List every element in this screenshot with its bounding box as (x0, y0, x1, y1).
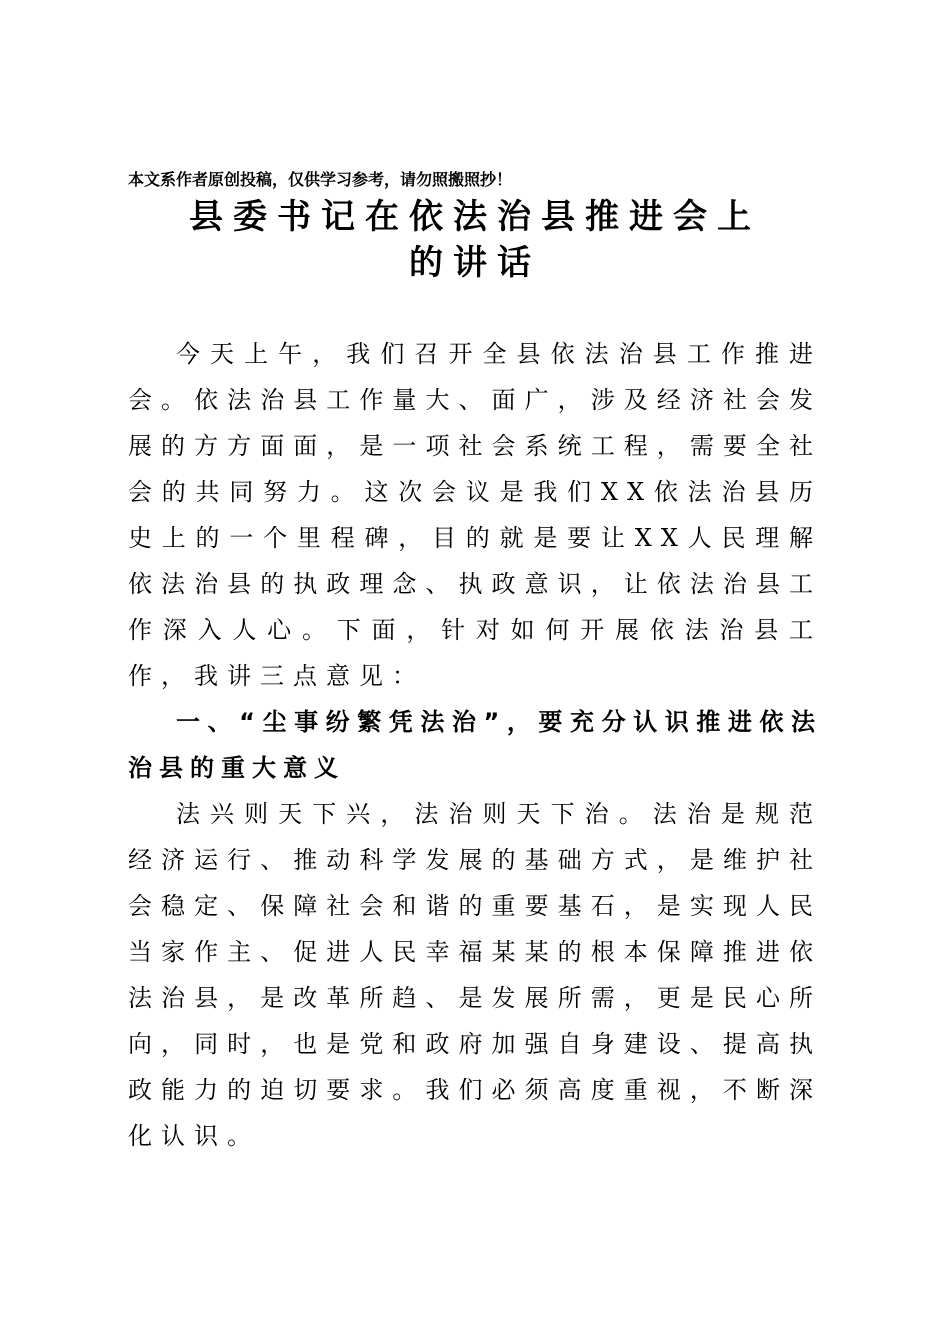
section-1-paragraph: 法兴则天下兴，法治则天下治。法治是规范经济运行、推动科学发展的基础方式，是维护社会稳定、保障社会和谐的重要基石，是实现人民当家作主、促进人民幸福某某的根本保障推进依法治县，是改革所趋、是发展所需，更是民心所向，同时，也是党和政府加强自身建设、提高执政能力的迫切要求。我们必须高度重视，不断深化认识。 (128, 800, 822, 1150)
title-line-1: 县委书记在依法治县推进会上 (189, 197, 761, 237)
title-line-2: 的讲话 (409, 243, 541, 283)
intro-paragraph: 今天上午，我们召开全县依法治县工作推进会。依法治县工作量大、面广，涉及经济社会发展的方方面面，是一项社会系统工程，需要全社会的共同努力。这次会议是我们XX依法治县历史上的一个里程碑，目的就是要让XX人民理解依法治县的执政理念、执政意识，让依法治县工作深入人心。下面，针对如何开展依法治县工作，我讲三点意见： (128, 340, 822, 690)
section-1-heading: 一、“尘事纷繁凭法治”，要充分认识推进依法治县的重大意义 (128, 708, 822, 782)
document-title (128, 194, 822, 286)
document-body (128, 331, 822, 1159)
copyright-notice: 本文系作者原创投稿，仅供学习参考，请勿照搬照抄！ (128, 170, 513, 189)
